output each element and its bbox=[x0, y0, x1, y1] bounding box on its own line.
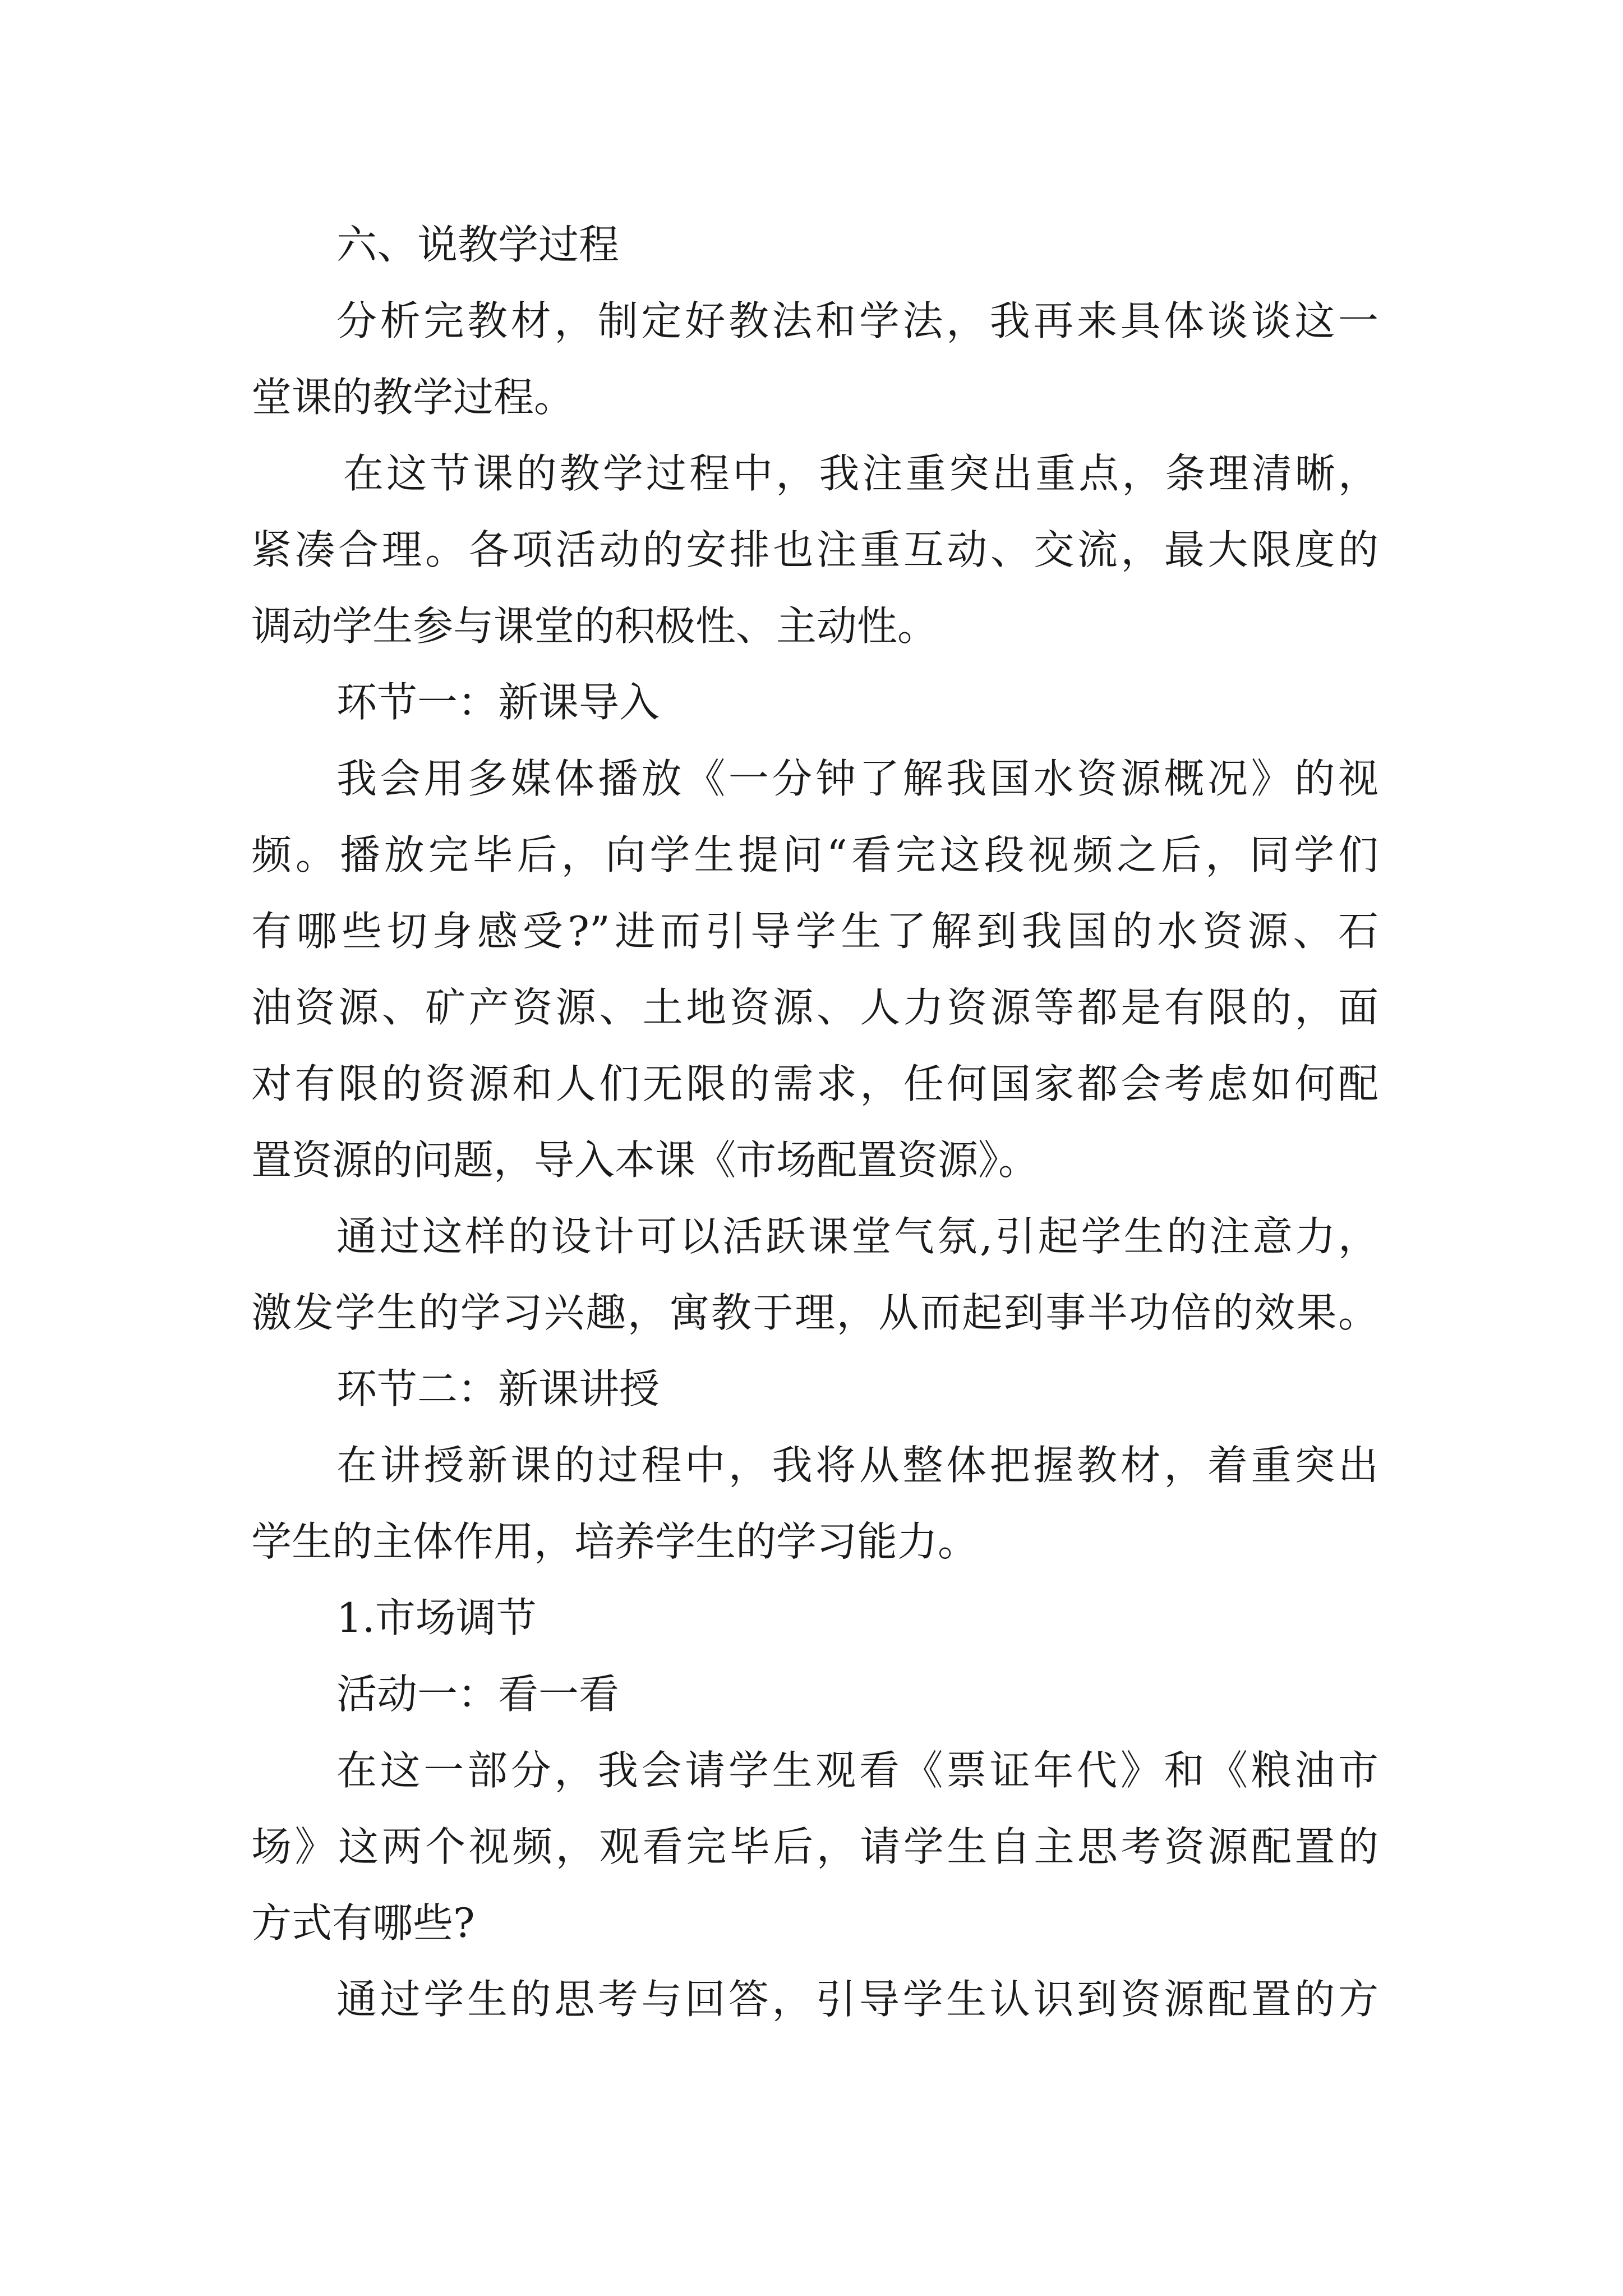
subsection-heading: 环节一：新课导入 bbox=[336, 679, 660, 726]
paragraph-line: 方式有哪些? bbox=[251, 1899, 475, 1947]
paragraph-line: 在这节课的教学过程中，我注重突出重点，条理清晰， bbox=[343, 450, 1378, 497]
paragraph-line: 在讲授新课的过程中，我将从整体把握教材，着重突出 bbox=[336, 1442, 1378, 1489]
paragraph-line: 紧凑合理。各项活动的安排也注重互动、交流，最大限度的 bbox=[251, 526, 1378, 573]
paragraph-line: 油资源、矿产资源、土地资源、人力资源等都是有限的，面 bbox=[251, 984, 1378, 1031]
section-heading: 六、说教学过程 bbox=[336, 221, 620, 268]
paragraph-line: 激发学生的学习兴趣，寓教于理，从而起到事半功倍的效果。 bbox=[251, 1289, 1378, 1336]
paragraph-line: 置资源的问题，导入本课《市场配置资源》。 bbox=[251, 1137, 1039, 1184]
paragraph-line: 有哪些切身感受?”进而引导学生了解到我国的水资源、石 bbox=[251, 908, 1378, 955]
paragraph-line: 场》这两个视频，观看完毕后，请学生自主思考资源配置的 bbox=[251, 1823, 1378, 1870]
paragraph-line: 对有限的资源和人们无限的需求，任何国家都会考虑如何配 bbox=[251, 1060, 1378, 1107]
activity-heading: 活动一：看一看 bbox=[336, 1671, 620, 1718]
paragraph-line: 调动学生参与课堂的积极性、主动性。 bbox=[251, 602, 938, 650]
paragraph-line: 通过学生的思考与回答，引导学生认识到资源配置的方 bbox=[336, 1976, 1378, 2023]
paragraph-line: 通过这样的设计可以活跃课堂气氛,引起学生的注意力， bbox=[336, 1213, 1378, 1260]
paragraph-line: 分析完教材，制定好教法和学法，我再来具体谈谈这一 bbox=[336, 297, 1378, 344]
subsection-heading: 环节二：新课讲授 bbox=[336, 1365, 660, 1412]
paragraph-line: 堂课的教学过程。 bbox=[251, 374, 575, 421]
numbered-heading: 1.市场调节 bbox=[336, 1594, 537, 1641]
paragraph-line: 在这一部分，我会请学生观看《票证年代》和《粮油市 bbox=[336, 1747, 1378, 1794]
paragraph-line: 学生的主体作用，培养学生的学习能力。 bbox=[251, 1518, 979, 1565]
paragraph-line: 频。播放完毕后，向学生提问“看完这段视频之后，同学们 bbox=[251, 831, 1378, 878]
paragraph-line: 我会用多媒体播放《一分钟了解我国水资源概况》的视 bbox=[336, 755, 1378, 802]
